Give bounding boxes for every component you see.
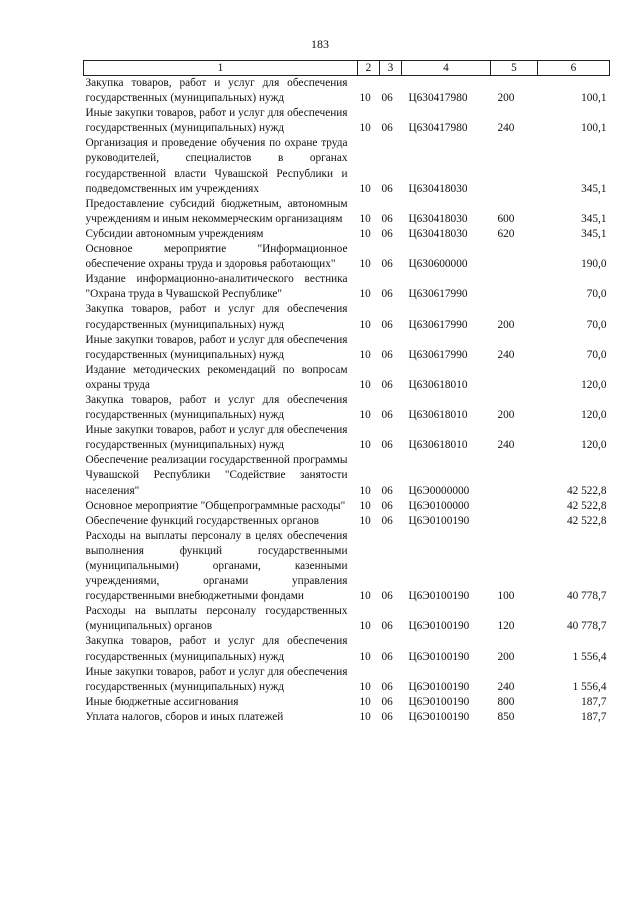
row-name: Издание информационно-аналитического вестника "Охрана труда в Чувашской Республике" <box>85 273 348 301</box>
row-expense-type: 200 <box>497 318 515 331</box>
row-target-article: Ц6Э0100190 <box>408 650 470 663</box>
table-row <box>84 136 610 196</box>
header-col-3: 3 <box>380 61 402 76</box>
row-amount: 120,0 <box>581 439 607 452</box>
row-subsection: 06 <box>381 348 393 361</box>
row-amount: 187,7 <box>581 695 607 708</box>
row-name: Расходы на выплаты персоналу в целях обеспечения выполнения функций государственными (муниципальными) органами, казенными учреждениями, органами управления государственными внебюджетными фондами <box>85 529 348 603</box>
table-row <box>84 106 610 136</box>
row-target-article: Ц6Э0000000 <box>408 484 470 497</box>
row-name: Организация и проведение обучения по охране труда руководителей, специалистов в органах государственной власти Чувашской Республики и подведомственных им учреждениях <box>85 137 348 195</box>
row-section: 10 <box>359 514 371 527</box>
row-section: 10 <box>359 620 371 633</box>
row-subsection: 06 <box>381 514 393 527</box>
row-subsection: 06 <box>381 439 393 452</box>
row-name: Обеспечение функций государственных органов <box>85 514 320 527</box>
row-expense-type: 240 <box>497 348 515 361</box>
row-subsection: 06 <box>381 484 393 497</box>
row-section: 10 <box>359 439 371 452</box>
row-subsection: 06 <box>381 258 393 271</box>
row-expense-type <box>491 499 538 514</box>
row-target-article: Ц630618010 <box>408 439 468 452</box>
row-expense-type <box>491 242 538 272</box>
row-target-article: Ц6Э0100190 <box>408 620 470 633</box>
row-target-article: Ц630418030 <box>408 182 468 195</box>
row-target-article: Ц630617990 <box>408 348 468 361</box>
row-amount: 345,1 <box>581 227 607 240</box>
row-section: 10 <box>359 378 371 391</box>
row-expense-type: 200 <box>497 92 515 105</box>
row-expense-type: 240 <box>497 439 515 452</box>
row-name: Иные закупки товаров, работ и услуг для обеспечения государственных (муниципальных) нужд <box>85 424 348 452</box>
row-name: Закупка товаров, работ и услуг для обеспечения государственных (муниципальных) нужд <box>85 303 348 331</box>
row-expense-type: 200 <box>497 650 515 663</box>
header-col-4: 4 <box>402 61 491 76</box>
row-amount: 40 778,7 <box>566 620 607 633</box>
table-row <box>84 695 610 710</box>
row-amount: 1 556,4 <box>572 650 607 663</box>
table-row <box>84 529 610 604</box>
row-section: 10 <box>359 484 371 497</box>
row-subsection: 06 <box>381 710 393 723</box>
row-target-article: Ц630417980 <box>408 122 468 135</box>
table-row <box>84 604 610 634</box>
row-amount: 345,1 <box>581 182 607 195</box>
row-expense-type: 600 <box>497 212 515 225</box>
row-name: Иные закупки товаров, работ и услуг для обеспечения государственных (муниципальных) нужд <box>85 107 348 135</box>
table-row <box>84 634 610 664</box>
table-row <box>84 423 610 453</box>
row-name: Основное мероприятие "Общепрограммные расходы" <box>85 499 346 512</box>
row-amount: 70,0 <box>586 318 607 331</box>
row-target-article: Ц630600000 <box>408 258 468 271</box>
table-row <box>84 272 610 302</box>
row-section: 10 <box>359 695 371 708</box>
header-col-6: 6 <box>538 61 610 76</box>
table-body <box>84 76 610 726</box>
table-header <box>84 61 610 76</box>
row-expense-type <box>491 514 538 529</box>
row-name: Уплата налогов, сборов и иных платежей <box>85 710 284 723</box>
row-expense-type <box>491 363 538 393</box>
header-row <box>84 61 610 76</box>
row-target-article: Ц6Э0100190 <box>408 695 470 708</box>
row-name: Издание методических рекомендаций по вопросам охраны труда <box>85 363 348 391</box>
row-expense-type <box>491 272 538 302</box>
row-section: 10 <box>359 258 371 271</box>
row-subsection: 06 <box>381 288 393 301</box>
row-target-article: Ц630418030 <box>408 212 468 225</box>
row-amount: 40 778,7 <box>566 590 607 603</box>
row-expense-type <box>491 453 538 498</box>
row-subsection: 06 <box>381 590 393 603</box>
row-name: Основное мероприятие "Информационное обеспечение охраны труда и здоровья работающих" <box>85 243 348 271</box>
table-row <box>84 333 610 363</box>
table-row <box>84 227 610 242</box>
row-name: Субсидии автономным учреждениям <box>85 227 264 240</box>
row-subsection: 06 <box>381 122 393 135</box>
row-expense-type: 850 <box>497 710 515 723</box>
table-row <box>84 242 610 272</box>
table-row <box>84 499 610 514</box>
row-section: 10 <box>359 182 371 195</box>
row-subsection: 06 <box>381 680 393 693</box>
row-subsection: 06 <box>381 378 393 391</box>
row-subsection: 06 <box>381 318 393 331</box>
row-target-article: Ц6Э0100190 <box>408 590 470 603</box>
row-expense-type <box>491 136 538 196</box>
row-section: 10 <box>359 227 371 240</box>
row-section: 10 <box>359 409 371 422</box>
table-row <box>84 453 610 498</box>
row-section: 10 <box>359 650 371 663</box>
row-subsection: 06 <box>381 499 393 512</box>
row-expense-type: 200 <box>497 409 515 422</box>
row-name: Закупка товаров, работ и услуг для обеспечения государственных (муниципальных) нужд <box>85 393 348 422</box>
row-amount: 70,0 <box>586 288 607 301</box>
row-target-article: Ц630618010 <box>408 378 468 391</box>
table-row <box>84 514 610 529</box>
row-name: Иные бюджетные ассигнования <box>85 695 239 708</box>
row-amount: 345,1 <box>581 212 607 225</box>
table-row <box>84 76 610 107</box>
row-name: Предоставление субсидий бюджетным, автономным учреждениям и иным некоммерческим организациям <box>85 197 348 225</box>
row-subsection: 06 <box>381 92 393 105</box>
row-section: 10 <box>359 348 371 361</box>
row-section: 10 <box>359 590 371 603</box>
row-target-article: Ц6Э0100190 <box>408 680 470 693</box>
table-row <box>84 363 610 393</box>
row-subsection: 06 <box>381 212 393 225</box>
page-number: 183 <box>311 37 329 51</box>
header-col-1: 1 <box>84 61 358 76</box>
row-name: Иные закупки товаров, работ и услуг для обеспечения государственных (муниципальных) нужд <box>85 333 348 361</box>
row-amount: 42 522,8 <box>566 484 607 497</box>
row-amount: 120,0 <box>581 409 607 422</box>
row-subsection: 06 <box>381 650 393 663</box>
row-expense-type: 620 <box>497 227 515 240</box>
row-target-article: Ц6Э0100190 <box>408 514 470 527</box>
row-target-article: Ц6Э0100000 <box>408 499 470 512</box>
row-amount: 70,0 <box>586 348 607 361</box>
row-expense-type: 240 <box>497 122 515 135</box>
row-target-article: Ц630417980 <box>408 92 468 105</box>
table-row <box>84 197 610 227</box>
row-subsection: 06 <box>381 695 393 708</box>
row-target-article: Ц630418030 <box>408 227 468 240</box>
header-col-5: 5 <box>491 61 538 76</box>
row-target-article: Ц6Э0100190 <box>408 710 470 723</box>
table-row <box>84 302 610 332</box>
header-col-2: 2 <box>358 61 380 76</box>
row-name: Расходы на выплаты персоналу государственных (муниципальных) органов <box>85 605 348 633</box>
row-subsection: 06 <box>381 227 393 240</box>
row-section: 10 <box>359 288 371 301</box>
row-expense-type: 800 <box>497 695 515 708</box>
row-section: 10 <box>359 318 371 331</box>
table-row <box>84 665 610 695</box>
row-amount: 120,0 <box>581 378 607 391</box>
row-subsection: 06 <box>381 182 393 195</box>
row-section: 10 <box>359 499 371 512</box>
row-amount: 100,1 <box>581 92 607 105</box>
row-name: Иные закупки товаров, работ и услуг для обеспечения государственных (муниципальных) нужд <box>85 665 348 693</box>
row-target-article: Ц630617990 <box>408 318 468 331</box>
table-row <box>84 393 610 423</box>
budget-table <box>83 60 610 725</box>
row-subsection: 06 <box>381 620 393 633</box>
row-amount: 187,7 <box>581 710 607 723</box>
row-name: Закупка товаров, работ и услуг для обеспечения государственных (муниципальных) нужд <box>85 77 348 105</box>
row-target-article: Ц630617990 <box>408 288 468 301</box>
row-amount: 190,0 <box>581 258 607 271</box>
table-row <box>84 710 610 725</box>
row-name: Обеспечение реализации государственной программы Чувашской Республики "Содействие занятости населения" <box>85 454 348 497</box>
row-amount: 1 556,4 <box>572 680 607 693</box>
row-expense-type: 240 <box>497 680 515 693</box>
row-subsection: 06 <box>381 409 393 422</box>
row-section: 10 <box>359 92 371 105</box>
row-section: 10 <box>359 680 371 693</box>
row-expense-type: 100 <box>497 590 515 603</box>
row-target-article: Ц630618010 <box>408 409 468 422</box>
row-expense-type: 120 <box>497 620 515 633</box>
row-amount: 42 522,8 <box>566 499 607 512</box>
row-section: 10 <box>359 122 371 135</box>
row-section: 10 <box>359 212 371 225</box>
row-amount: 100,1 <box>581 122 607 135</box>
row-section: 10 <box>359 710 371 723</box>
row-name: Закупка товаров, работ и услуг для обеспечения государственных (муниципальных) нужд <box>85 635 348 663</box>
row-amount: 42 522,8 <box>566 514 607 527</box>
